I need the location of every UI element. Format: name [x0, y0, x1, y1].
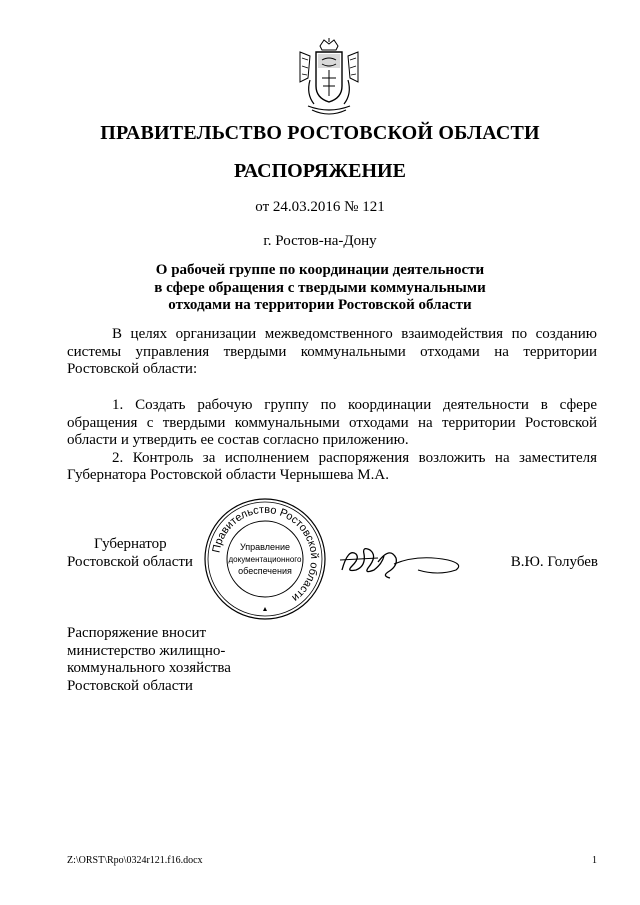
stamp-center-line1: Управление [239, 542, 291, 552]
stamp-center-line2: документационного [228, 555, 302, 564]
document-date-number: от 24.03.2016 № 121 [255, 199, 385, 215]
coat-of-arms-emblem [296, 38, 362, 118]
order-item-1: 1. Создать рабочую группу по координации деятельности в сфере обращения с твердыми коммунальными отходами на территории Ростовской области и утвердить ее состав согласно приложению. [67, 397, 597, 448]
document-type: РАСПОРЯЖЕНИЕ [234, 160, 406, 182]
subject-line: в сфере обращения с твердыми коммунальными [154, 279, 486, 296]
note-line: министерство жилищно- [67, 642, 226, 659]
government-title: ПРАВИТЕЛЬСТВО РОСТОВСКОЙ ОБЛАСТИ [100, 122, 540, 144]
order-item-2: 2. Контроль за исполнением распоряжения возложить на заместителя Губернатора Ростовской области Чернышева М.А. [67, 449, 597, 483]
note-line: Распоряжение вносит [67, 625, 207, 641]
signatory-position-line2: Ростовской области [67, 553, 193, 570]
official-stamp [203, 497, 327, 621]
order-items [67, 397, 597, 485]
subject-line: отходами на территории Ростовской области [168, 297, 472, 313]
footer-file-path: Z:\ORST\Rpo\0324r121.f16.docx [67, 855, 203, 866]
document-subject [120, 262, 520, 315]
subject-line: О рабочей группе по координации деятельности [155, 262, 485, 278]
note-line: коммунального хозяйства [67, 660, 231, 676]
intro-paragraph [67, 326, 597, 379]
document-city: г. Ростов-на-Дону [263, 233, 377, 249]
intro-text: В целях организации межведомственного взаимодействия по созданию системы управления твердыми коммунальными отходами на территории Ростовской области: [67, 326, 597, 377]
page-number: 1 [592, 855, 597, 866]
stamp-ring-text: Правительство Ростовской области [210, 503, 321, 604]
note-line: Ростовской области [67, 677, 193, 694]
signatory-name: В.Ю. Голубев [510, 554, 598, 570]
signatory-position-line1: Губернатор [94, 536, 167, 552]
submission-note [67, 625, 287, 695]
stamp-center-line3: обеспечения [238, 566, 292, 576]
handwritten-signature [338, 540, 468, 585]
signatory-position [67, 536, 207, 571]
